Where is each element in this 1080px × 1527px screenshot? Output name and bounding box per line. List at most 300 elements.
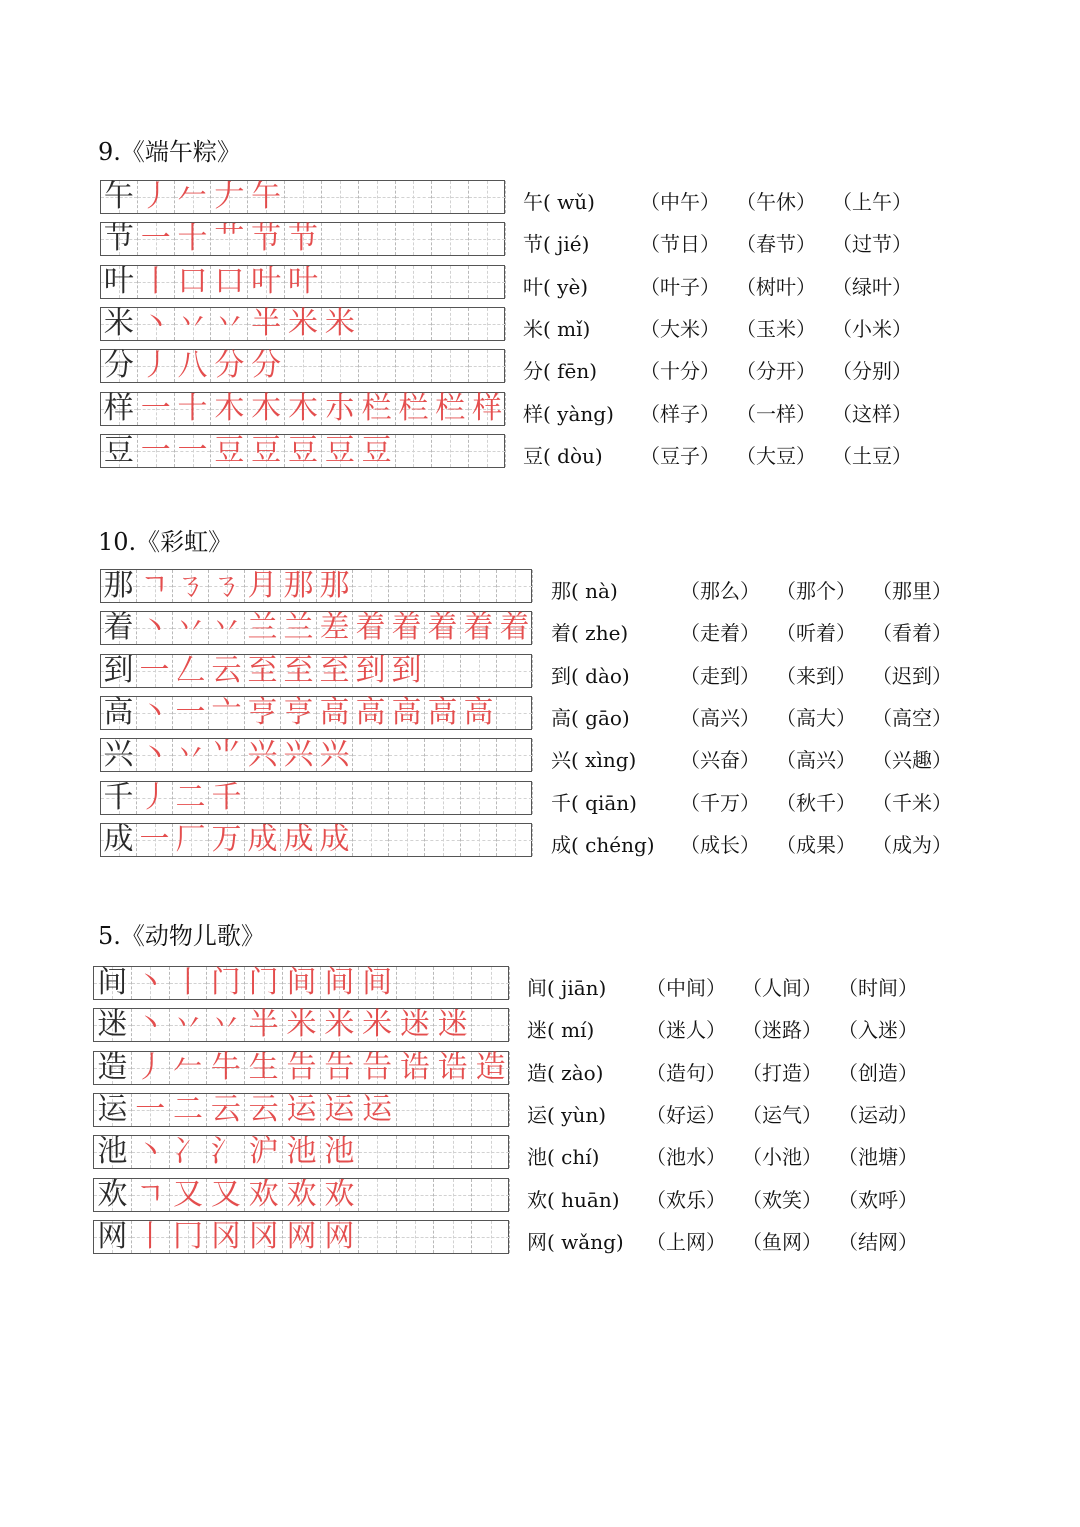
- empty-writing-cell: [397, 1221, 435, 1253]
- vocab-word: （看着）: [872, 621, 952, 645]
- vocab-word: （运气）: [742, 1103, 822, 1127]
- character-pinyin: 米( mǐ): [523, 317, 591, 341]
- stroke-order-step: 米: [285, 308, 322, 340]
- stroke-order-step: 一: [173, 697, 209, 729]
- vocab-word: （午休）: [736, 190, 816, 214]
- practice-character: 样: [101, 393, 138, 425]
- stroke-order-step: 米: [283, 1009, 321, 1041]
- stroke-order-step: 到: [389, 655, 425, 687]
- empty-writing-cell: [461, 570, 497, 602]
- practice-grid-row: [100, 307, 505, 341]
- vocab-word: （一样）: [736, 402, 816, 426]
- practice-grid-row: [100, 738, 532, 772]
- character-pinyin: 欢( huān): [527, 1188, 620, 1212]
- stroke-order-step: 十: [175, 393, 212, 425]
- empty-writing-cell: [472, 1094, 510, 1126]
- empty-writing-cell: [472, 1009, 510, 1041]
- empty-writing-cell: [396, 435, 433, 467]
- vocab-word: （兴奋）: [680, 748, 760, 772]
- empty-writing-cell: [432, 350, 469, 382]
- stroke-order-step: 高: [461, 697, 497, 729]
- vocab-word: （成为）: [872, 833, 952, 857]
- character-pinyin: 分( fēn): [523, 359, 598, 383]
- stroke-order-step: 欢: [245, 1179, 283, 1211]
- empty-writing-cell: [397, 967, 435, 999]
- character-pinyin: 到( dào): [551, 664, 630, 688]
- empty-writing-cell: [389, 824, 425, 856]
- empty-writing-cell: [359, 1221, 397, 1253]
- vocab-words: [640, 271, 928, 300]
- empty-writing-cell: [497, 697, 533, 729]
- stroke-order-step: 间: [283, 967, 321, 999]
- stroke-order-step: 豆: [211, 435, 248, 467]
- stroke-order-step: 成: [245, 824, 281, 856]
- stroke-order-step: 栏: [432, 393, 469, 425]
- stroke-order-step: 着: [389, 612, 425, 644]
- stroke-order-step: 成: [317, 824, 353, 856]
- empty-writing-cell: [396, 181, 433, 213]
- stroke-order-step: 兴: [317, 739, 353, 771]
- stroke-order-step: 半: [248, 308, 285, 340]
- character-pinyin: 运( yùn): [527, 1103, 607, 1127]
- stroke-order-step: 兴: [245, 739, 281, 771]
- practice-grid-row: [100, 392, 505, 426]
- stroke-order-step: 万: [209, 824, 245, 856]
- stroke-order-step: 欢: [283, 1179, 321, 1211]
- empty-writing-cell: [425, 655, 461, 687]
- vocab-words: [646, 1099, 934, 1128]
- stroke-order-step: 丶: [132, 1136, 170, 1168]
- lesson-title: 5.《动物儿歌》: [98, 922, 265, 950]
- character-pinyin: 迷( mí): [527, 1018, 595, 1042]
- empty-writing-cell: [353, 739, 389, 771]
- stroke-order-step: 着: [497, 612, 533, 644]
- stroke-order-step: 一: [138, 393, 175, 425]
- vocab-word: （高大）: [776, 706, 856, 730]
- stroke-order-step: 丶: [138, 308, 175, 340]
- vocab-words: [680, 744, 968, 773]
- stroke-order-step: 门: [245, 967, 283, 999]
- stroke-order-step: 那: [281, 570, 317, 602]
- stroke-order-step: ㄱ: [132, 1179, 170, 1211]
- vocab-word: （大豆）: [736, 444, 816, 468]
- vocab-word: （过节）: [832, 232, 912, 256]
- empty-writing-cell: [396, 266, 433, 298]
- vocab-words: [646, 1184, 934, 1213]
- character-pinyin: 高( gāo): [551, 706, 630, 730]
- vocab-word: （春节）: [736, 232, 816, 256]
- practice-grid-row: [93, 1008, 509, 1042]
- practice-character: 高: [101, 697, 137, 729]
- empty-writing-cell: [432, 435, 469, 467]
- empty-writing-cell: [359, 181, 396, 213]
- vocab-word: （大米）: [640, 317, 720, 341]
- stroke-order-step: ㄱ: [137, 570, 173, 602]
- stroke-order-step: 又: [170, 1179, 208, 1211]
- practice-character: 豆: [101, 435, 138, 467]
- practice-character: 迷: [94, 1009, 132, 1041]
- practice-grid-row: [100, 611, 532, 645]
- empty-writing-cell: [359, 1136, 397, 1168]
- stroke-order-step: 告: [359, 1052, 397, 1084]
- practice-character: 间: [94, 967, 132, 999]
- stroke-order-step: 兰: [245, 612, 281, 644]
- empty-writing-cell: [322, 350, 359, 382]
- stroke-order-step: 二: [173, 782, 209, 814]
- empty-writing-cell: [434, 967, 472, 999]
- practice-character: 千: [101, 782, 137, 814]
- stroke-order-step: 一: [175, 435, 212, 467]
- stroke-order-step: 米: [321, 1009, 359, 1041]
- practice-grid-row: [100, 265, 505, 299]
- practice-character: 那: [101, 570, 137, 602]
- vocab-word: （分别）: [832, 359, 912, 383]
- vocab-word: （成长）: [680, 833, 760, 857]
- practice-grid-row: [100, 180, 505, 214]
- stroke-order-step: 到: [353, 655, 389, 687]
- practice-character: 成: [101, 824, 137, 856]
- empty-writing-cell: [472, 967, 510, 999]
- empty-writing-cell: [469, 350, 506, 382]
- vocab-word: （土豆）: [832, 444, 912, 468]
- empty-writing-cell: [322, 266, 359, 298]
- practice-character: 兴: [101, 739, 137, 771]
- empty-writing-cell: [497, 824, 533, 856]
- stroke-order-step: 着: [461, 612, 497, 644]
- stroke-order-step: 栏: [396, 393, 433, 425]
- stroke-order-step: 高: [389, 697, 425, 729]
- stroke-order-step: 分: [211, 350, 248, 382]
- stroke-order-step: 样: [469, 393, 506, 425]
- practice-character: 到: [101, 655, 137, 687]
- stroke-order-step: ㄋ: [209, 570, 245, 602]
- stroke-order-step: 至: [245, 655, 281, 687]
- stroke-order-step: 丿: [138, 181, 175, 213]
- vocab-word: （上午）: [832, 190, 912, 214]
- stroke-order-step: 丶: [132, 967, 170, 999]
- vocab-word: （造句）: [646, 1061, 726, 1085]
- stroke-order-step: 月: [245, 570, 281, 602]
- vocab-word: （鱼网）: [742, 1230, 822, 1254]
- vocab-word: （树叶）: [736, 275, 816, 299]
- empty-writing-cell: [432, 266, 469, 298]
- empty-writing-cell: [497, 739, 533, 771]
- vocab-word: （创造）: [838, 1061, 918, 1085]
- empty-writing-cell: [359, 223, 396, 255]
- character-pinyin: 叶( yè): [523, 275, 589, 299]
- vocab-words: [640, 440, 928, 469]
- stroke-order-step: 沪: [245, 1136, 283, 1168]
- empty-writing-cell: [432, 181, 469, 213]
- stroke-order-step: 诰: [397, 1052, 435, 1084]
- stroke-order-step: 丷: [209, 612, 245, 644]
- stroke-order-step: 豆: [322, 435, 359, 467]
- stroke-order-step: 兰: [281, 612, 317, 644]
- stroke-order-step: 运: [283, 1094, 321, 1126]
- stroke-order-step: 午: [248, 181, 285, 213]
- stroke-order-step: 丿: [137, 782, 173, 814]
- stroke-order-step: 𠃋: [173, 655, 209, 687]
- stroke-order-step: 高: [425, 697, 461, 729]
- stroke-order-step: 至: [317, 655, 353, 687]
- empty-writing-cell: [245, 782, 281, 814]
- empty-writing-cell: [322, 181, 359, 213]
- stroke-order-step: 𠂉: [175, 181, 212, 213]
- stroke-order-step: 口: [211, 266, 248, 298]
- practice-character: 造: [94, 1052, 132, 1084]
- character-pinyin: 那( nà): [551, 579, 618, 603]
- vocab-words: [640, 398, 928, 427]
- stroke-order-step: 成: [281, 824, 317, 856]
- vocab-word: （结网）: [838, 1230, 918, 1254]
- stroke-order-step: 运: [359, 1094, 397, 1126]
- stroke-order-step: 至: [281, 655, 317, 687]
- empty-writing-cell: [389, 739, 425, 771]
- empty-writing-cell: [322, 223, 359, 255]
- stroke-order-step: 亠: [209, 697, 245, 729]
- character-pinyin: 造( zào): [527, 1061, 604, 1085]
- stroke-order-step: 氵: [207, 1136, 245, 1168]
- empty-writing-cell: [359, 1179, 397, 1211]
- stroke-order-step: 丿: [132, 1052, 170, 1084]
- stroke-order-step: 诰: [434, 1052, 472, 1084]
- stroke-order-step: 半: [245, 1009, 283, 1041]
- empty-writing-cell: [353, 570, 389, 602]
- stroke-order-step: 𠂉: [170, 1052, 208, 1084]
- stroke-order-step: 丷: [173, 612, 209, 644]
- vocab-word: （十分）: [640, 359, 720, 383]
- stroke-order-step: 冈: [245, 1221, 283, 1253]
- vocab-word: （欢笑）: [742, 1188, 822, 1212]
- vocab-word: （绿叶）: [832, 275, 912, 299]
- vocab-word: （那么）: [680, 579, 760, 603]
- character-pinyin: 节( jié): [523, 232, 590, 256]
- practice-character: 叶: [101, 266, 138, 298]
- practice-grid-row: [93, 966, 509, 1000]
- vocab-word: （池水）: [646, 1145, 726, 1169]
- empty-writing-cell: [285, 181, 322, 213]
- practice-character: 运: [94, 1094, 132, 1126]
- empty-writing-cell: [461, 782, 497, 814]
- stroke-order-step: 丷: [170, 1009, 208, 1041]
- empty-writing-cell: [353, 782, 389, 814]
- stroke-order-step: 迷: [434, 1009, 472, 1041]
- character-pinyin: 池( chí): [527, 1145, 600, 1169]
- vocab-word: （中午）: [640, 190, 720, 214]
- empty-writing-cell: [396, 350, 433, 382]
- vocab-word: （欢乐）: [646, 1188, 726, 1212]
- stroke-order-step: 着: [425, 612, 461, 644]
- vocab-words: [646, 972, 934, 1001]
- stroke-order-step: 𠂇: [211, 181, 248, 213]
- stroke-order-step: 告: [321, 1052, 359, 1084]
- vocab-words: [640, 355, 928, 384]
- empty-writing-cell: [497, 782, 533, 814]
- empty-writing-cell: [317, 782, 353, 814]
- vocab-word: （高兴）: [776, 748, 856, 772]
- vocab-word: （这样）: [832, 402, 912, 426]
- empty-writing-cell: [469, 223, 506, 255]
- stroke-order-step: 冂: [170, 1221, 208, 1253]
- practice-character: 欢: [94, 1179, 132, 1211]
- vocab-words: [680, 787, 968, 816]
- practice-grid-row: [93, 1220, 509, 1254]
- practice-grid-row: [100, 569, 532, 603]
- empty-writing-cell: [432, 223, 469, 255]
- practice-grid-row: [100, 823, 532, 857]
- practice-character: 池: [94, 1136, 132, 1168]
- stroke-order-step: 一: [137, 824, 173, 856]
- character-pinyin: 兴( xìng): [551, 748, 637, 772]
- vocab-words: [640, 313, 928, 342]
- empty-writing-cell: [469, 266, 506, 298]
- stroke-order-step: 丶: [132, 1009, 170, 1041]
- stroke-order-step: 叶: [285, 266, 322, 298]
- vocab-word: （迷路）: [742, 1018, 822, 1042]
- practice-character: 网: [94, 1221, 132, 1253]
- stroke-order-step: 豆: [248, 435, 285, 467]
- vocab-word: （成果）: [776, 833, 856, 857]
- empty-writing-cell: [389, 570, 425, 602]
- stroke-order-step: 兴: [281, 739, 317, 771]
- practice-grid-row: [100, 696, 532, 730]
- stroke-order-step: 米: [322, 308, 359, 340]
- vocab-word: （入迷）: [838, 1018, 918, 1042]
- empty-writing-cell: [472, 1221, 510, 1253]
- stroke-order-step: 口: [175, 266, 212, 298]
- vocab-word: （高空）: [872, 706, 952, 730]
- practice-grid-row: [100, 349, 505, 383]
- vocab-words: [646, 1057, 934, 1086]
- stroke-order-step: 木: [285, 393, 322, 425]
- empty-writing-cell: [285, 350, 322, 382]
- practice-grid-row: [93, 1135, 509, 1169]
- stroke-order-step: 间: [321, 967, 359, 999]
- stroke-order-step: 木: [248, 393, 285, 425]
- practice-grid-row: [100, 434, 505, 468]
- vocab-word: （那个）: [776, 579, 856, 603]
- empty-writing-cell: [396, 223, 433, 255]
- vocab-words: [680, 660, 968, 689]
- stroke-order-step: 门: [207, 967, 245, 999]
- stroke-order-step: 豆: [285, 435, 322, 467]
- empty-writing-cell: [432, 308, 469, 340]
- vocab-words: [646, 1141, 934, 1170]
- character-pinyin: 着( zhe): [551, 621, 629, 645]
- practice-character: 分: [101, 350, 138, 382]
- vocab-word: （上网）: [646, 1230, 726, 1254]
- stroke-order-step: 栏: [359, 393, 396, 425]
- vocab-words: [680, 617, 968, 646]
- vocab-words: [640, 186, 928, 215]
- stroke-order-step: 丶: [137, 612, 173, 644]
- stroke-order-step: 丿: [138, 350, 175, 382]
- vocab-words: [646, 1014, 934, 1043]
- vocab-word: （走着）: [680, 621, 760, 645]
- empty-writing-cell: [425, 782, 461, 814]
- stroke-order-step: 告: [283, 1052, 321, 1084]
- practice-grid-row: [93, 1178, 509, 1212]
- empty-writing-cell: [472, 1136, 510, 1168]
- stroke-order-step: 生: [245, 1052, 283, 1084]
- practice-grid-row: [100, 222, 505, 256]
- stroke-order-step: 木: [211, 393, 248, 425]
- practice-character: 着: [101, 612, 137, 644]
- stroke-order-step: 八: [175, 350, 212, 382]
- vocab-word: （中间）: [646, 976, 726, 1000]
- stroke-order-step: 着: [353, 612, 389, 644]
- stroke-order-step: 造: [472, 1052, 510, 1084]
- vocab-word: （池塘）: [838, 1145, 918, 1169]
- vocab-word: （玉米）: [736, 317, 816, 341]
- vocab-word: （听着）: [776, 621, 856, 645]
- empty-writing-cell: [469, 181, 506, 213]
- empty-writing-cell: [397, 1179, 435, 1211]
- stroke-order-step: 豆: [359, 435, 396, 467]
- stroke-order-step: 池: [283, 1136, 321, 1168]
- stroke-order-step: 米: [359, 1009, 397, 1041]
- vocab-words: [640, 228, 928, 257]
- empty-writing-cell: [497, 655, 533, 687]
- stroke-order-step: 那: [317, 570, 353, 602]
- lesson-title: 10.《彩虹》: [98, 528, 233, 556]
- character-pinyin: 午( wǔ): [523, 190, 595, 214]
- stroke-order-step: 亨: [281, 697, 317, 729]
- stroke-order-step: 节: [285, 223, 322, 255]
- practice-grid-row: [100, 654, 532, 688]
- empty-writing-cell: [434, 1094, 472, 1126]
- practice-grid-row: [93, 1093, 509, 1127]
- stroke-order-step: 千: [209, 782, 245, 814]
- stroke-order-step: 丷: [173, 739, 209, 771]
- empty-writing-cell: [461, 655, 497, 687]
- vocab-word: （打造）: [742, 1061, 822, 1085]
- stroke-order-step: 又: [207, 1179, 245, 1211]
- stroke-order-step: 一: [138, 223, 175, 255]
- stroke-order-step: 云: [209, 655, 245, 687]
- lesson-title: 9.《端午粽》: [98, 138, 241, 166]
- empty-writing-cell: [497, 570, 533, 602]
- vocab-words: [646, 1226, 934, 1255]
- vocab-word: （样子）: [640, 402, 720, 426]
- stroke-order-step: 冈: [207, 1221, 245, 1253]
- stroke-order-step: 间: [359, 967, 397, 999]
- stroke-order-step: 迷: [397, 1009, 435, 1041]
- empty-writing-cell: [469, 308, 506, 340]
- character-pinyin: 豆( dòu): [523, 444, 603, 468]
- character-pinyin: 间( jiān): [527, 976, 607, 1000]
- vocab-word: （小池）: [742, 1145, 822, 1169]
- stroke-order-step: 池: [321, 1136, 359, 1168]
- vocab-word: （来到）: [776, 664, 856, 688]
- stroke-order-step: 欢: [321, 1179, 359, 1211]
- practice-character: 节: [101, 223, 138, 255]
- stroke-order-step: 丶: [137, 697, 173, 729]
- stroke-order-step: 十: [175, 223, 212, 255]
- stroke-order-step: 亨: [245, 697, 281, 729]
- stroke-order-step: 丨: [138, 266, 175, 298]
- empty-writing-cell: [469, 435, 506, 467]
- vocab-word: （人间）: [742, 976, 822, 1000]
- practice-grid-row: [93, 1051, 509, 1085]
- stroke-order-step: 网: [321, 1221, 359, 1253]
- stroke-order-step: 厂: [173, 824, 209, 856]
- stroke-order-step: 运: [321, 1094, 359, 1126]
- vocab-word: （欢呼）: [838, 1188, 918, 1212]
- stroke-order-step: 差: [317, 612, 353, 644]
- vocab-word: （小米）: [832, 317, 912, 341]
- stroke-order-step: 牛: [207, 1052, 245, 1084]
